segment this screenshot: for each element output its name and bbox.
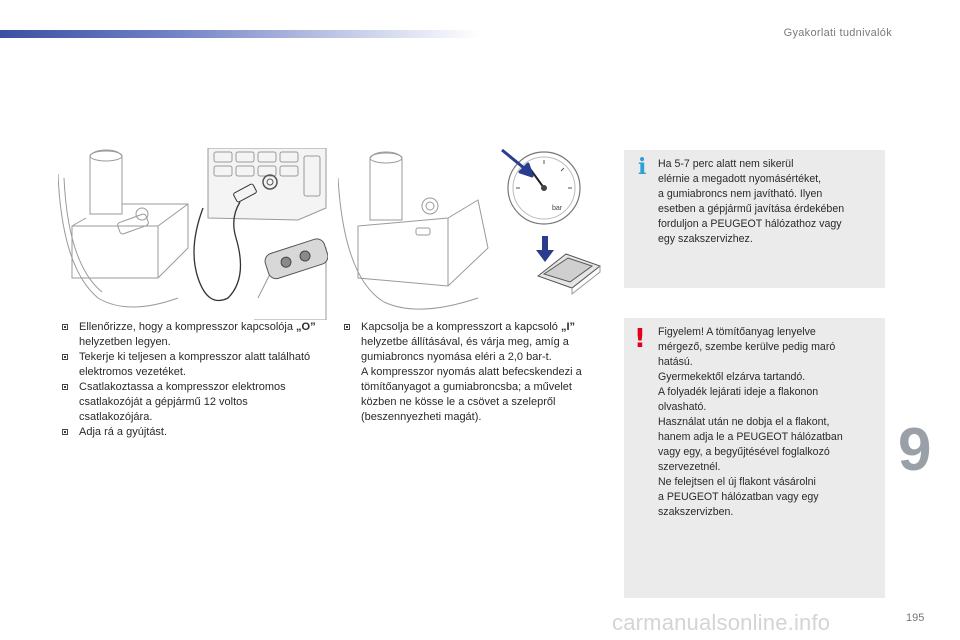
watermark-text: carmanualsonline.info (612, 610, 831, 635)
note-line: elérnie a megadott nyomásértéket, (658, 173, 822, 185)
note-line: Gyermekektől elzárva tartandó. (658, 371, 806, 383)
info-icon: i (638, 154, 647, 180)
note-line: szervezetnél. (658, 461, 721, 473)
note-line: forduljon a PEUGEOT hálózathoz vagy (658, 218, 842, 230)
list-item: Ellenőrizze, hogy a kompresszor kapcsolója „O” helyzetben legyen. (62, 320, 324, 350)
list-item: Adja rá a gyújtást. (62, 425, 324, 440)
page-header-title: Gyakorlati tudnivalók (783, 27, 892, 39)
note-line: hanem adja le a PEUGEOT hálózatban (658, 431, 843, 443)
checkbox-bullet-icon (344, 324, 350, 330)
list-item-continuation: A kompresszor nyomás alatt befecskendezi a tömítőanyagot a gumiabroncsba; a művelet közben ne kösse le a csövet a szelepről (beszennyezheti magát). (361, 366, 582, 423)
note-line: a gumiabroncs nem javítható. Ilyen (658, 188, 823, 200)
header-accent-bar (0, 30, 480, 38)
gauge-unit-label: bar (552, 205, 563, 212)
info-note-text (658, 157, 880, 247)
note-line: olvasható. (658, 401, 707, 413)
compressor-connection-illustration (58, 148, 328, 320)
checkbox-bullet-icon (62, 429, 68, 435)
info-note (624, 150, 885, 288)
note-line: vagy egy, a begyűjtésével foglalkozó (658, 446, 830, 458)
chapter-number: 9 (898, 416, 932, 483)
warning-note (624, 318, 885, 598)
note-line: Ha 5-7 perc alatt nem sikerül (658, 158, 794, 170)
list-item: Tekerje ki teljesen a kompresszor alatt található elektromos vezetéket. (62, 350, 324, 380)
warning-icon: ! (634, 324, 646, 354)
down-arrow-icon (536, 236, 554, 262)
steps-list-left (62, 320, 324, 440)
note-line: Ne felejtsen el új flakont vásárolni (658, 476, 816, 488)
note-line: a PEUGEOT hálózatban vagy egy (658, 491, 819, 503)
list-item: Kapcsolja be a kompresszort a kapcsoló „I” helyzetbe állításával, és várja meg, amíg a gumiabroncs nyomása eléri a 2,0 bar-t. (344, 320, 606, 365)
note-line: Figyelem! A tömítőanyag lenyelve (658, 326, 816, 338)
checkbox-bullet-icon (62, 384, 68, 390)
note-line: egy szakszervizhez. (658, 233, 753, 245)
warning-note-text (658, 325, 880, 520)
note-line: mérgező, szembe kerülve pedig maró (658, 341, 836, 353)
checkbox-bullet-icon (62, 354, 68, 360)
note-line: szakszervizben. (658, 506, 734, 518)
page-number: 195 (906, 612, 925, 624)
note-line: hatású. (658, 356, 693, 368)
steps-list-right (344, 320, 606, 425)
compressor-gauge-illustration (338, 148, 608, 320)
checkbox-bullet-icon (62, 324, 68, 330)
note-line: Használat után ne dobja el a flakont, (658, 416, 830, 428)
list-item: Csatlakoztassa a kompresszor elektromos csatlakozóját a gépjármű 12 voltos csatlakozójára. (62, 380, 324, 425)
note-line: esetben a gépjármű javítása érdekében (658, 203, 845, 215)
note-line: A folyadék lejárati ideje a flakonon (658, 386, 819, 398)
